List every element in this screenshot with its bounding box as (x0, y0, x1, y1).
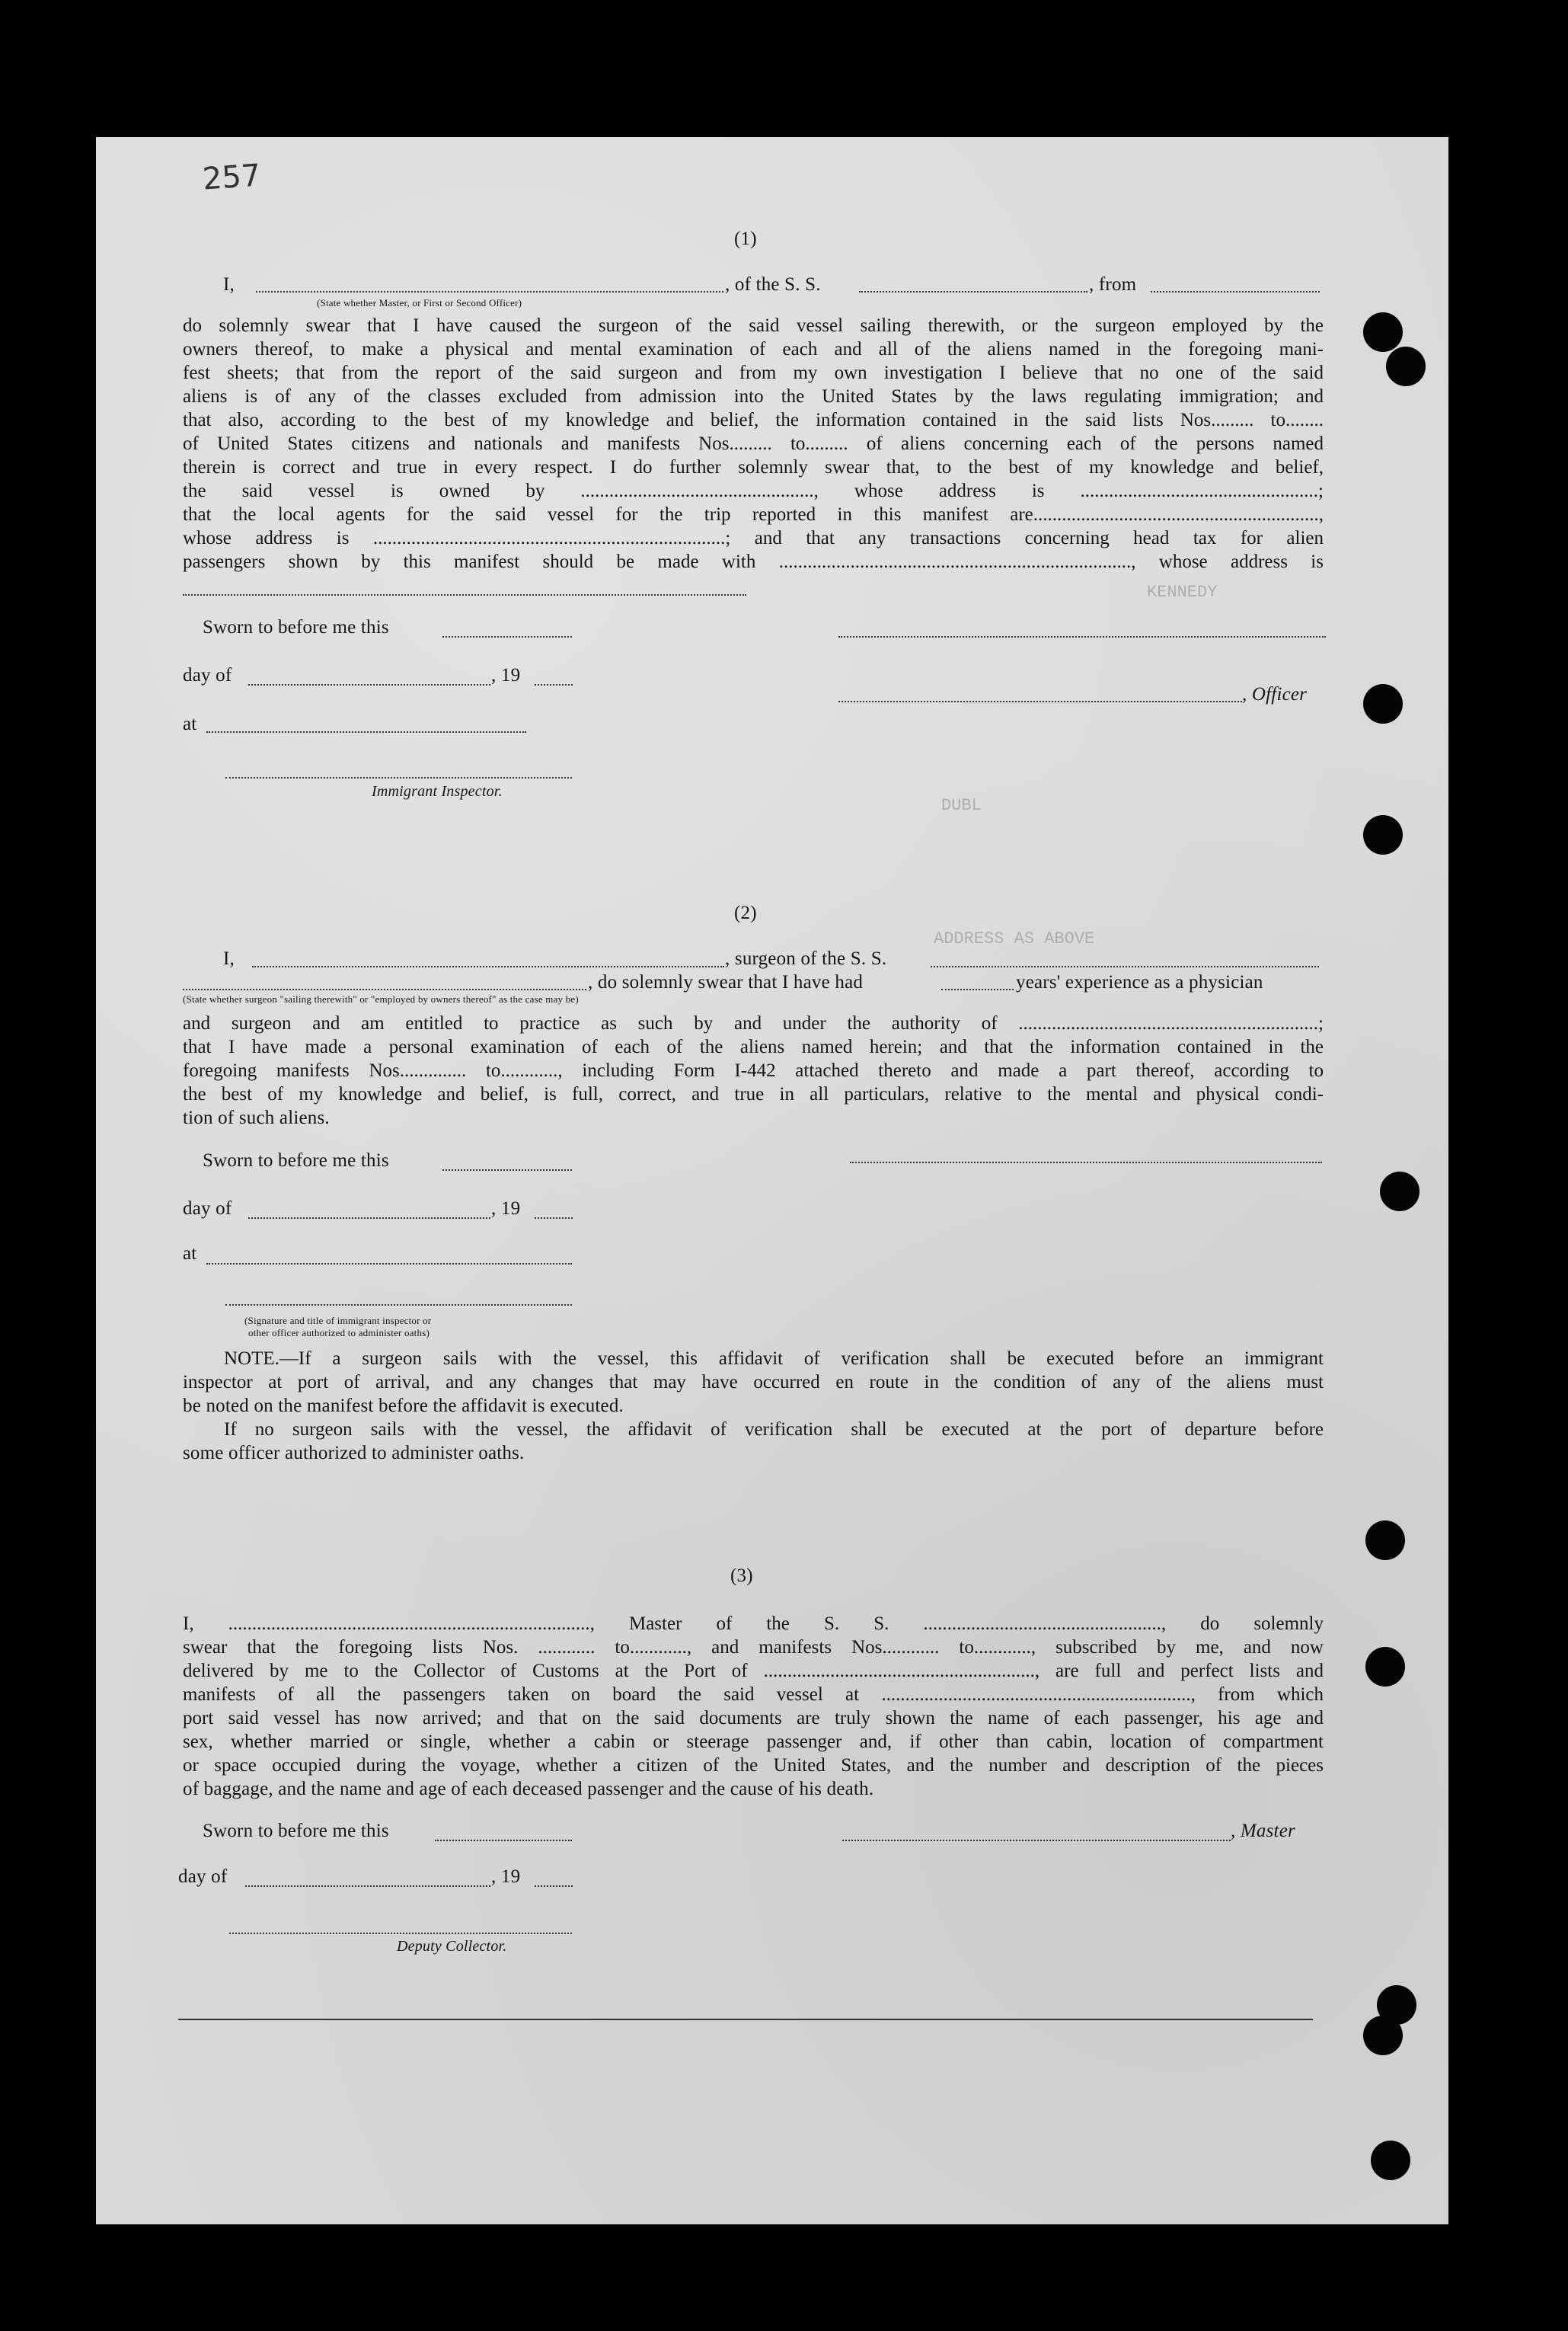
bottom-rule (178, 2019, 1313, 2020)
paragraph-line: of United States citizens and nationals and manifests Nos......... to......... of aliens concerning each of the persons named (183, 433, 1324, 454)
section-3-sworn-blank[interactable] (435, 1840, 572, 1841)
paragraph-line: aliens is of any of the classes excluded from admission into the United States by the laws regulating immigration; and (183, 386, 1324, 407)
section-1-day-label: day of (183, 665, 232, 686)
paragraph-line: therein is correct and true in every respect. I do further solemnly swear that, to the best of my knowledge and belief, (183, 457, 1324, 478)
section-2-sworn-label: Sworn to before me this (203, 1150, 389, 1171)
year-blank[interactable] (535, 684, 573, 686)
bleed-through-text: ADDRESS AS ABOVE (934, 929, 1095, 948)
section-3-year-blank[interactable] (535, 1885, 573, 1887)
note-line: If no surgeon sails with the vessel, the affidavit of verification shall be executed at the port of departure before (224, 1419, 1324, 1440)
section-1-from: , from (1089, 274, 1137, 295)
paragraph-line: and surgeon and am entitled to practice as such by and under the authority of ...............................................................; (183, 1013, 1324, 1034)
paragraph-line: whose address is ..........................................................................; and that any transactions concerning head tax for alien (183, 528, 1324, 548)
paragraph-line: tion of such aliens. (183, 1108, 330, 1128)
collector-signature-blank[interactable] (229, 1933, 572, 1934)
years-experience-blank[interactable] (941, 989, 1014, 990)
officer-rank-instruction: (State whether Master, or First or Second Officer) (317, 297, 522, 309)
handwritten-number: 257 (201, 158, 262, 197)
port-from-blank[interactable] (1151, 291, 1320, 293)
note-line: NOTE.—If a surgeon sails with the vessel, this affidavit of verification shall be executed before an immigrant (224, 1348, 1324, 1369)
bleed-through-text: DUBL (941, 796, 982, 815)
section-1-number: (1) (734, 229, 757, 249)
master-label: , Master (1231, 1821, 1295, 1841)
paragraph-line: the best of my knowledge and belief, is full, correct, and true in all particulars, relative to the mental and physical condi- (183, 1084, 1324, 1105)
section-1-sworn-label: Sworn to before me this (203, 617, 389, 638)
section-2-day-blank[interactable] (248, 1217, 490, 1219)
section-2-at-blank[interactable] (206, 1263, 572, 1265)
section-2-day-label: day of (183, 1198, 232, 1219)
section-2-sworn-blank[interactable] (442, 1169, 572, 1171)
section-2-signature-blank[interactable] (225, 1304, 572, 1306)
punch-hole (1363, 684, 1403, 724)
paragraph-line: manifests of all the passengers taken on board the said vessel at ................................................................., from which (183, 1684, 1324, 1705)
section-1-at-label: at (183, 714, 197, 734)
bleed-through-text: KENNEDY (1147, 583, 1218, 602)
section-3-sworn-label: Sworn to before me this (203, 1821, 389, 1841)
paragraph-line: sex, whether married or single, whether a cabin or steerage passenger and, if other than cabin, location of compartment (183, 1731, 1324, 1752)
section-2-at-label: at (183, 1243, 197, 1264)
surgeon-name-blank[interactable] (252, 966, 724, 967)
master-signature-blank[interactable] (842, 1840, 1231, 1841)
section-3-day-label: day of (178, 1866, 228, 1887)
note-line: be noted on the manifest before the affidavit is executed. (183, 1396, 624, 1416)
section-1-i: I, (223, 274, 235, 295)
at-place-blank[interactable] (206, 731, 526, 733)
paragraph-line: that the local agents for the said vessel for the trip reported in this manifest are............................................................, (183, 504, 1324, 525)
punch-hole (1386, 347, 1426, 386)
signature-note-line-2: other officer authorized to administer oaths) (248, 1327, 430, 1338)
punch-hole (1363, 312, 1403, 352)
section-2-i: I, (223, 948, 235, 969)
punch-hole (1363, 815, 1403, 855)
officer-signature-blank-1[interactable] (838, 636, 1326, 638)
paragraph-line: foregoing manifests Nos.............. to............, including Form I-442 attached thereto and made a part thereof, according to (183, 1060, 1324, 1081)
section-1-of-ss: , of the S. S. (725, 274, 821, 295)
paragraph-line: or space occupied during the voyage, whether a citizen of the United States, and the number and description of the pieces (183, 1755, 1324, 1776)
punch-hole (1371, 2141, 1410, 2180)
paragraph-line: that also, according to the best of my knowledge and belief, the information contained in the said lists Nos......... to........ (183, 410, 1324, 430)
deputy-collector-label: Deputy Collector. (397, 1938, 507, 1955)
section-2-year-blank[interactable] (535, 1217, 573, 1219)
section-3-number: (3) (730, 1565, 753, 1586)
paragraph-line: of baggage, and the name and age of each deceased passenger and the cause of his death. (183, 1779, 874, 1799)
immigrant-inspector-label: Immigrant Inspector. (372, 783, 503, 800)
paragraph-line: that I have made a personal examination of each of the aliens named herein; and that the information contained in the (183, 1037, 1324, 1057)
officer-name-blank[interactable] (256, 291, 723, 293)
section-3-day-blank[interactable] (245, 1885, 490, 1887)
manifest-page (96, 137, 1448, 2224)
section-2-ship-blank[interactable] (931, 966, 1319, 967)
ship-name-blank[interactable] (859, 291, 1087, 293)
surgeon-type-blank[interactable] (183, 989, 586, 990)
paragraph-line: fest sheets; that from the report of the said surgeon and from my own investigation I believe that no one of the said (183, 363, 1324, 383)
surgeon-signature-blank[interactable] (850, 1162, 1322, 1163)
paragraph-line: do solemnly swear that I have caused the surgeon of the said vessel sailing therewith, or the surgeon employed by the (183, 315, 1324, 336)
address-blank[interactable] (183, 594, 746, 596)
note-line: inspector at port of arrival, and any changes that may have occurred en route in the condition of any of the aliens must (183, 1372, 1324, 1393)
paragraph-line: passengers shown by this manifest should be made with .........................................................................., whose address is (183, 552, 1324, 572)
paragraph-line: the said vessel is owned by ................................................., whose address is ..................................................; (183, 481, 1324, 501)
punch-hole (1365, 1520, 1405, 1560)
officer-label: , Officer (1242, 684, 1308, 705)
sworn-date-blank[interactable] (442, 636, 572, 638)
note-line: some officer authorized to administer oaths. (183, 1443, 525, 1463)
section-2-surgeon-of-ss: , surgeon of the S. S. (725, 948, 887, 969)
section-3-year-label: , 19 (491, 1866, 521, 1887)
punch-hole (1363, 2016, 1403, 2055)
paragraph-line: swear that the foregoing lists Nos. ............ to............, and manifests Nos............ to............, subscribed by me, and now (183, 1637, 1324, 1658)
section-2-year-label: , 19 (491, 1198, 521, 1219)
surgeon-type-instruction: (State whether surgeon "sailing therewith" or "employed by owners thereof" as the case may be) (183, 993, 579, 1005)
paragraph-line: owners thereof, to make a physical and mental examination of each and all of the aliens named in the foregoing mani- (183, 339, 1324, 360)
section-2-number: (2) (734, 903, 757, 923)
day-month-blank[interactable] (248, 684, 490, 686)
paragraph-line: port said vessel has now arrived; and that on the said documents are truly shown the name of each passenger, his age and (183, 1708, 1324, 1728)
officer-signature-blank-2[interactable] (838, 701, 1242, 702)
signature-note-line-1: (Signature and title of immigrant inspector or (244, 1315, 432, 1326)
punch-hole (1365, 1647, 1405, 1687)
section-2-years: years' experience as a physician (1016, 972, 1263, 993)
punch-hole (1380, 1172, 1420, 1211)
paragraph-line: I, ............................................................................, Master of the S. S. .................................................., do solemnly (183, 1613, 1324, 1634)
paragraph-line: delivered by me to the Collector of Customs at the Port of ........................................................., are full and perfect lists and (183, 1661, 1324, 1681)
section-2-swear: , do solemnly swear that I have had (588, 972, 864, 993)
inspector-signature-blank[interactable] (225, 777, 572, 779)
section-1-year-label: , 19 (491, 665, 521, 686)
